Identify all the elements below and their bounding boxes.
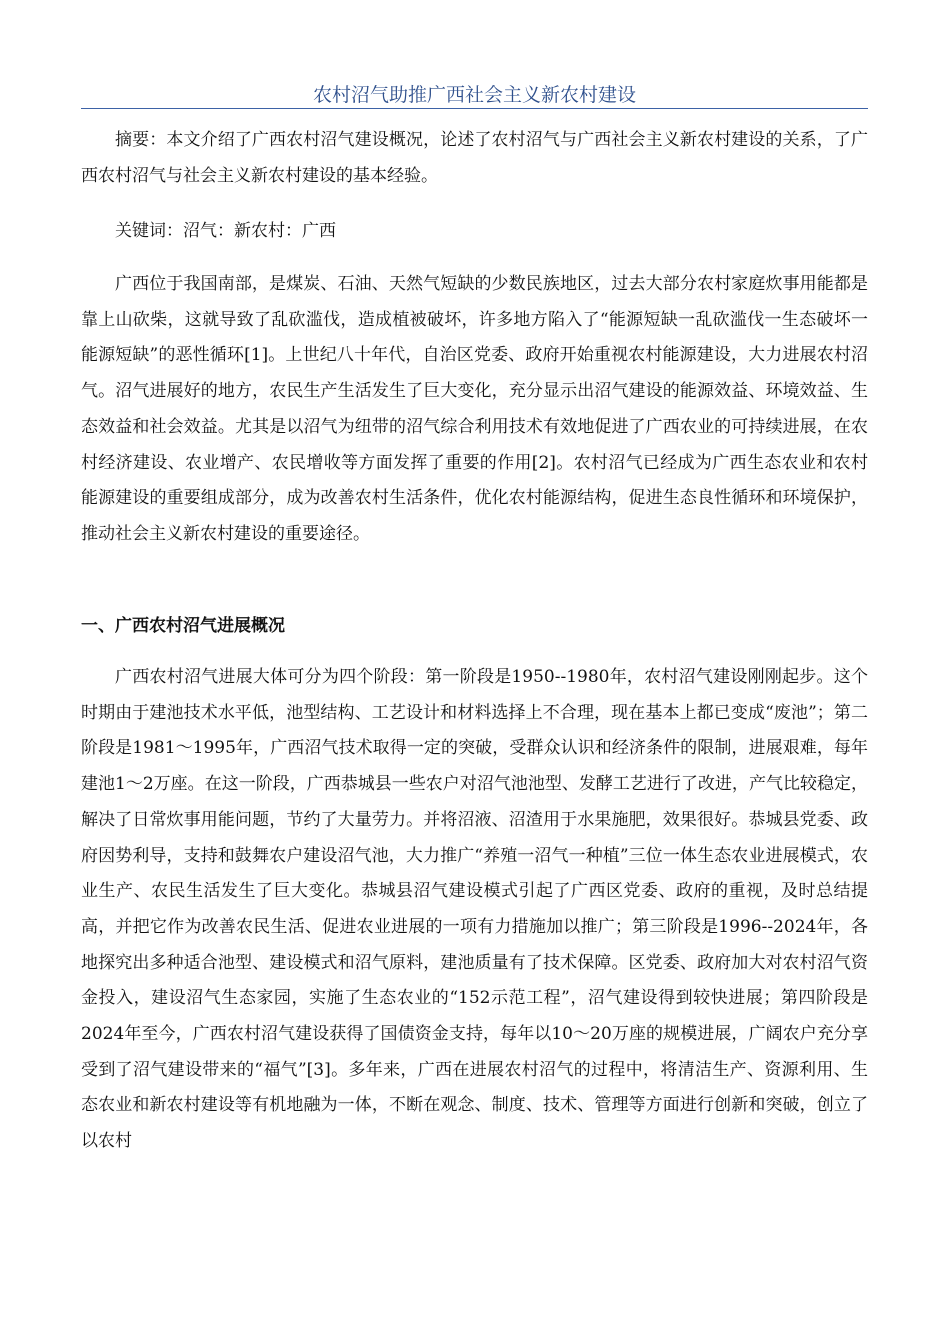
section-body-paragraph: 广西农村沼气进展大体可分为四个阶段：第一阶段是1950--1980年，农村沼气建设刚刚起步。这个时期由于建池技术水平低，池型结构、工艺设计和材料选择上不合理，现在基本上都已变成“废池”；第二阶段是1981～1995年，广西沼气技术取得一定的突破，受群众认识和经济条件的限制，进展艰难，每年建池1～2万座。在这一阶段，广西恭城县一些农户对沼气池池型、发酵工艺进行了改进，产气比较稳定，解决了日常炊事用能问题，节约了大量劳力。并将沼液、沼渣用于水果施肥，效果很好。恭城县党委、政府因势利导，支持和鼓舞农户建设沼气池，大力推广“养殖一沼气一种植”三位一体生态农业进展模式，农业生产、农民生活发生了巨大变化。恭城县沼气建设模式引起了广西区党委、政府的重视，及时总结提高，并把它作为改善农民生活、促进农业进展的一项有力措施加以推广；第三阶段是1996--2024年，各地探究出多种适合池型、建设模式和沼气原料，建池质量有了技术保障。区党委、政府加大对农村沼气资金投入，建设沼气生态家园，实施了生态农业的“152示范工程”，沼气建设得到较快进展；第四阶段是2024年至今，广西农村沼气建设获得了国债资金支持，每年以10～20万座的规模进展，广阔农户充分享受到了沼气建设带来的“福气”[3]。多年来，广西在进展农村沼气的过程中，将清洁生产、资源利用、生态农业和新农村建设等有机地融为一体，不断在观念、制度、技术、管理等方面进行创新和突破，创立了以农村 <box>81 667 868 1152</box>
intro-paragraph: 广西位于我国南部，是煤炭、石油、天然气短缺的少数民族地区，过去大部分农村家庭炊事用能都是靠上山砍柴，这就导致了乱砍滥伐，造成植被破坏，许多地方陷入了“能源短缺一乱砍滥伐一生态破坏一能源短缺”的恶性循环[1]。上世纪八十年代，自治区党委、政府开始重视农村能源建设，大力进展农村沼气。沼气进展好的地方，农民生产生活发生了巨大变化，充分显示出沼气建设的能源效益、环境效益、生态效益和社会效益。尤其是以沼气为纽带的沼气综合利用技术有效地促进了广西农业的可持续进展，在农村经济建设、农业增产、农民增收等方面发挥了重要的作用[2]。农村沼气已经成为广西生态农业和农村能源建设的重要组成部分，成为改善农村生活条件，优化农村能源结构，促进生态良性循环和环境保护，推动社会主义新农村建设的重要途径。 <box>81 274 868 544</box>
title-divider <box>81 108 868 109</box>
document-title: 农村沼气助推广西社会主义新农村建设 <box>312 84 636 106</box>
abstract-paragraph: 摘要：本文介绍了广西农村沼气建设概况，论述了农村沼气与广西社会主义新农村建设的关系，了广西农村沼气与社会主义新农村建设的基本经验。 <box>81 130 868 186</box>
section-heading: 一、广西农村沼气进展概况 <box>81 616 285 636</box>
keywords-paragraph: 关键词：沼气：新农村：广西 <box>115 221 336 241</box>
